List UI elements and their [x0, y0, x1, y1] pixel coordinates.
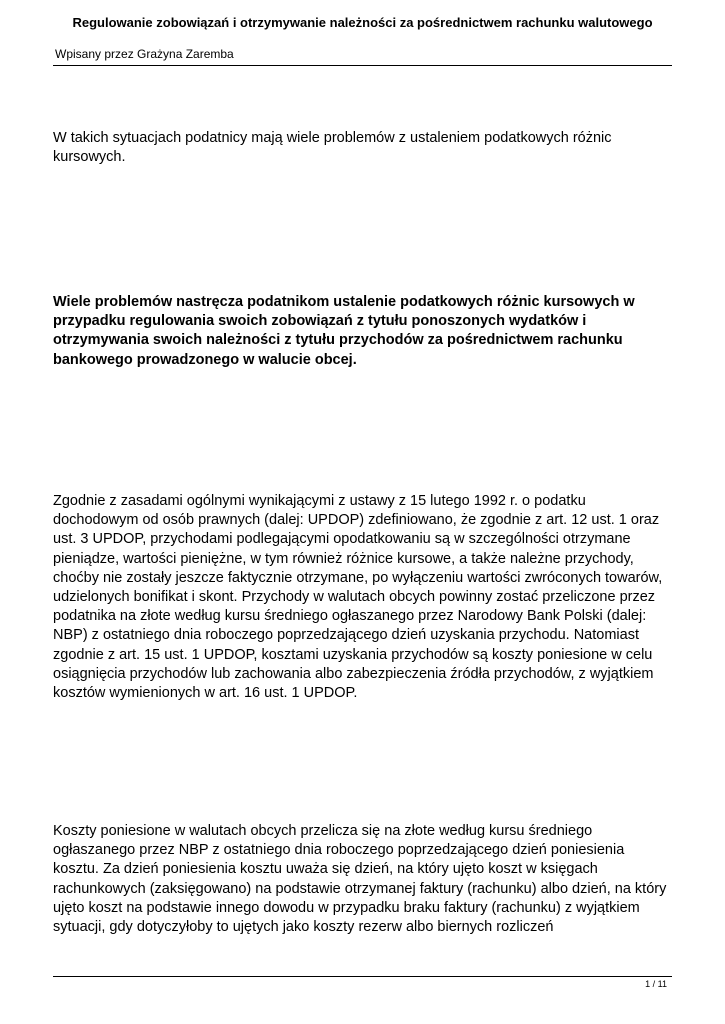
page-number: 1 / 11 — [645, 979, 667, 989]
document-title: Regulowanie zobowiązań i otrzymywanie należności za pośrednictwem rachunku walutowego — [72, 15, 653, 30]
footer-divider — [53, 976, 672, 977]
paragraph-lead: Wiele problemów nastręcza podatnikom ustalenie podatkowych różnic kursowych w przypadku regulowania swoich zobowiązań z tytułu ponoszonych wydatków i otrzymywania swoich należności z tytułu przychodów za pośrednictwem rachunku bankowego prowadzonego w walucie obcej. — [53, 294, 635, 368]
author-line: Wpisany przez Grażyna Zaremba — [55, 47, 234, 61]
header-divider — [53, 65, 672, 66]
paragraph-intro: W takich sytuacjach podatnicy mają wiele problemów z ustaleniem podatkowych różnic kursowych. — [53, 130, 612, 166]
paragraph-income-rules: Zgodnie z zasadami ogólnymi wynikającymi z ustawy z 15 lutego 1992 r. o podatku dochodowym od osób prawnych (dalej: UPDOP) zdefiniowano, że zgodnie z art. 12 ust. 1 oraz ust. 3 UPDOP, przychodami podlegającymi opodatkowaniu są w szczególności otrzymane pieniądze, wartości pieniężne, w tym również różnice kursowe, a także należne przychody, choćby nie zostały jeszcze faktycznie otrzymane, po wyłączeniu wartości zwróconych towarów, udzielonych bonifikat i skont. Przychody w walutach obcych powinny zostać przeliczone przez podatnika na złote według kursu średniego ogłaszanego przez Narodowy Bank Polski (dalej: NBP) z ostatniego dnia roboczego poprzedzającego dzień uzyskania przychodu. Natomiast zgodnie z art. 15 ust. 1 UPDOP, kosztami uzyskania przychodów są koszty poniesione w celu osiągnięcia przychodów lub zachowania albo zabezpieczenia źródła przychodów, z wyjątkiem kosztów wymienionych w art. 16 ust. 1 UPDOP. — [53, 493, 663, 702]
paragraph-cost-rules: Koszty poniesione w walutach obcych przelicza się na złote według kursu średniego ogłaszanego przez NBP z ostatniego dnia roboczego poprzedzającego dzień poniesienia kosztu. Za dzień poniesienia kosztu uważa się dzień, na który ujęto koszt w księgach rachunkowych (zaksięgowano) na podstawie otrzymanej faktury (rachunku) albo dzień, na który ujęto koszt na podstawie innego dowodu w przypadku braku faktury (rachunku) z wyjątkiem sytuacji, gdy dotyczyłoby to ujętych jako koszty rezerw albo biernych rozliczeń — [53, 823, 667, 936]
